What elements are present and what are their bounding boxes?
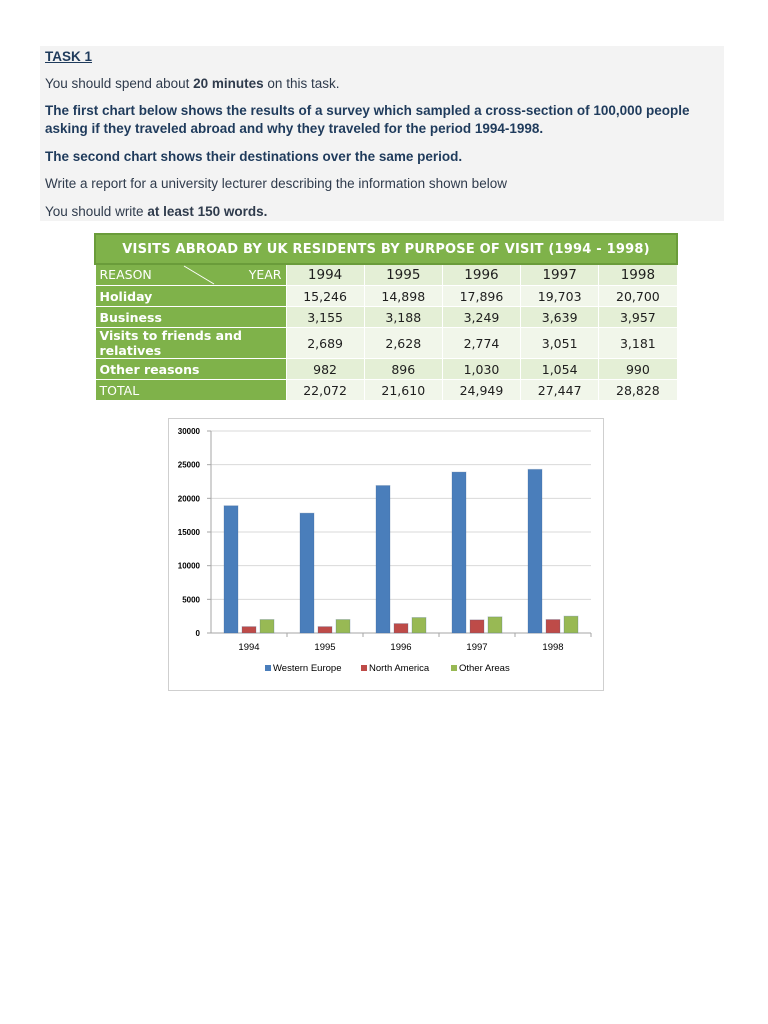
y-tick-label: 30000	[177, 427, 200, 436]
bar	[336, 620, 350, 633]
row-label: Holiday	[95, 286, 286, 307]
table-cell: 1,054	[521, 359, 599, 380]
x-tick-label: 1996	[390, 642, 412, 653]
table-cell: 3,957	[599, 307, 677, 328]
legend-label: Western Europe	[273, 663, 342, 674]
table-cell: 20,700	[599, 286, 677, 307]
legend-label: North America	[369, 663, 430, 674]
table-title: VISITS ABROAD BY UK RESIDENTS BY PURPOSE OF VISIT (1994 - 1998)	[95, 234, 677, 264]
bar	[318, 627, 332, 633]
bar	[452, 472, 466, 633]
y-tick-label: 5000	[182, 595, 200, 605]
legend-label: Other Areas	[459, 663, 510, 674]
table-cell: 14,898	[364, 286, 442, 307]
time-post: on this task.	[263, 76, 340, 91]
table-cell: 1,030	[442, 359, 520, 380]
bar	[412, 618, 426, 633]
table-cell: 3,155	[286, 307, 364, 328]
year-header: 1997	[521, 264, 599, 286]
table-row-total	[95, 380, 677, 401]
table-row-business	[95, 307, 677, 328]
bar	[564, 616, 578, 633]
table-cell: 982	[286, 359, 364, 380]
reason-year-header	[95, 264, 286, 286]
time-bold: 20 minutes	[193, 76, 264, 91]
year-header: 1995	[364, 264, 442, 286]
table-row-visits	[95, 328, 677, 359]
words-pre: You should write	[45, 204, 148, 219]
table-cell: 990	[599, 359, 677, 380]
table-cell: 2,689	[286, 328, 364, 359]
x-tick-label: 1998	[542, 642, 564, 653]
table-cell: 21,610	[364, 380, 442, 401]
x-tick-label: 1994	[238, 642, 260, 653]
table-cell: 3,188	[364, 307, 442, 328]
visits-table	[94, 233, 678, 401]
bar	[528, 469, 542, 633]
table-cell: 22,072	[286, 380, 364, 401]
table-cell: 3,051	[521, 328, 599, 359]
y-tick-label: 25000	[177, 460, 200, 470]
table-cell: 2,774	[442, 328, 520, 359]
table-row-other	[95, 359, 677, 380]
bar	[546, 620, 560, 633]
chart2-description: The second chart shows their destinations over the same period.	[45, 149, 463, 164]
table-cell: 17,896	[442, 286, 520, 307]
table-cell: 24,949	[442, 380, 520, 401]
legend-swatch	[361, 665, 367, 671]
write-instruction: Write a report for a university lecturer describing the information shown below	[45, 176, 507, 191]
bar	[376, 486, 390, 633]
year-label: YEAR	[248, 267, 282, 282]
bar	[224, 506, 238, 633]
y-tick-label: 10000	[177, 561, 200, 571]
legend-swatch	[265, 665, 271, 671]
chart1-description: The first chart below shows the results of a survey which sampled a cross-section of 100,000 people asking if they traveled abroad and why they traveled for the period 1994-1998.	[45, 103, 690, 136]
row-label: Visits to friends and relatives	[95, 328, 286, 359]
table-cell: 3,639	[521, 307, 599, 328]
words-bold: at least 150 words.	[147, 204, 268, 219]
table-cell: 28,828	[599, 380, 677, 401]
row-label: Other reasons	[95, 359, 286, 380]
destinations-chart	[168, 418, 604, 691]
table-cell: 19,703	[521, 286, 599, 307]
reason-label: REASON	[99, 267, 152, 282]
bar-chart-svg	[169, 419, 603, 690]
x-tick-label: 1997	[466, 642, 488, 653]
bar	[300, 513, 314, 633]
table-cell: 3,249	[442, 307, 520, 328]
table-cell: 2,628	[364, 328, 442, 359]
x-tick-label: 1995	[314, 642, 336, 653]
table-cell: 3,181	[599, 328, 677, 359]
y-tick-label: 0	[195, 629, 200, 638]
table-row-holiday	[95, 286, 677, 307]
time-instruction	[45, 75, 723, 93]
bar	[470, 620, 484, 633]
bar	[394, 624, 408, 633]
table-cell: 896	[364, 359, 442, 380]
bar	[242, 627, 256, 633]
table-cell: 15,246	[286, 286, 364, 307]
row-label: Business	[95, 307, 286, 328]
y-tick-label: 20000	[177, 494, 200, 504]
row-label: TOTAL	[95, 380, 286, 401]
year-header: 1998	[599, 264, 677, 286]
task-title: TASK 1	[45, 49, 93, 64]
word-count-instruction	[45, 203, 723, 221]
bar	[260, 620, 274, 633]
year-header: 1994	[286, 264, 364, 286]
legend-swatch	[451, 665, 457, 671]
time-pre: You should spend about	[45, 76, 194, 91]
y-tick-label: 15000	[177, 528, 200, 537]
table-cell: 27,447	[521, 380, 599, 401]
year-header: 1996	[442, 264, 520, 286]
visits-table-container	[94, 233, 678, 401]
task-instructions	[40, 46, 724, 221]
bar	[488, 617, 502, 633]
